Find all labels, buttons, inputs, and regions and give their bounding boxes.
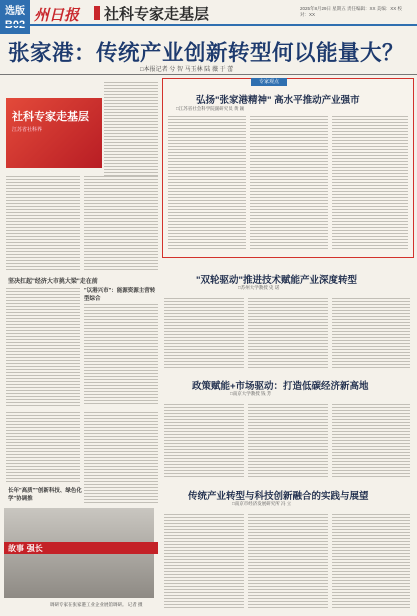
- left-subhead: 长年"高质""创新科技、绿色化学"协调推: [8, 488, 82, 502]
- body-text-block: [248, 402, 328, 478]
- body-text-block: [332, 114, 408, 250]
- article-title: 弘扬"张家港精神" 高水平推动产业强市: [196, 95, 360, 106]
- body-text-block: [248, 296, 328, 370]
- left-subhead: "以港兴市"：能源资源主营转型综合: [84, 288, 156, 302]
- column-title: 社科专家走基层: [104, 6, 210, 23]
- dateline: 2025年8月29日 星期五 责任编辑：XX 美编：XX 校对：XX: [300, 6, 403, 17]
- body-text-block: [164, 402, 244, 478]
- photo-title: 社科专家走基层: [12, 110, 89, 123]
- article-author: □江苏省社会科学院副研究员 黄 颖: [176, 106, 245, 111]
- page-headline: 张家港：传统产业创新转型何以能量大？: [8, 41, 405, 66]
- edition-badge: [0, 0, 30, 34]
- article-author: □南京大学教授 钱 芳: [230, 391, 272, 396]
- edition-label: 选版: [5, 6, 25, 17]
- body-text-block: [248, 512, 328, 610]
- article-title: 传统产业转型与科技创新融合的实践与展望: [188, 491, 369, 502]
- article-author: □南京市经济发展研究所 冯 立: [232, 501, 292, 506]
- body-text-block: [6, 286, 80, 406]
- body-text-block: [164, 296, 244, 370]
- body-text-block: [84, 410, 158, 504]
- body-text-block: [84, 302, 158, 406]
- body-text-block: [168, 114, 246, 250]
- article-author: □苏州大学教授 史 诺: [238, 285, 280, 290]
- masthead-rule: [0, 24, 417, 26]
- body-text-block: [104, 80, 158, 176]
- body-text-block: [6, 410, 80, 484]
- photo-subtitle: 江苏省社科界: [12, 127, 43, 133]
- body-text-block: [84, 174, 158, 272]
- body-text-block: [332, 402, 410, 478]
- photo-caption: 调研专家在张家港工业企业展馆调研。 记者 摄: [50, 602, 143, 607]
- featured-badge: 专家观点: [251, 78, 287, 86]
- left-subhead: 坚决扛起"经济大市挑大梁"走在前: [8, 279, 98, 285]
- column-accent-bar: [94, 6, 100, 20]
- body-text-block: [332, 296, 410, 370]
- headline-rule: [0, 74, 417, 75]
- body-text-block: [164, 512, 244, 610]
- column-banner-photo: [6, 98, 102, 168]
- field-visit-photo: [4, 508, 154, 598]
- article-title: 政策赋能+市场驱动：打造低碳经济新高地: [192, 381, 369, 392]
- body-text-block: [6, 174, 80, 272]
- photo-banner-text: 故事 强长: [4, 542, 158, 554]
- newspaper-logo: 州日报: [34, 6, 80, 24]
- body-text-block: [332, 512, 410, 610]
- body-text-block: [250, 114, 328, 250]
- article-title: "双轮驱动"推进技术赋能产业深度转型: [196, 275, 358, 286]
- headline-byline: □本报记者 兮 智 马玉林 陆 薇 于 蕾: [140, 67, 234, 73]
